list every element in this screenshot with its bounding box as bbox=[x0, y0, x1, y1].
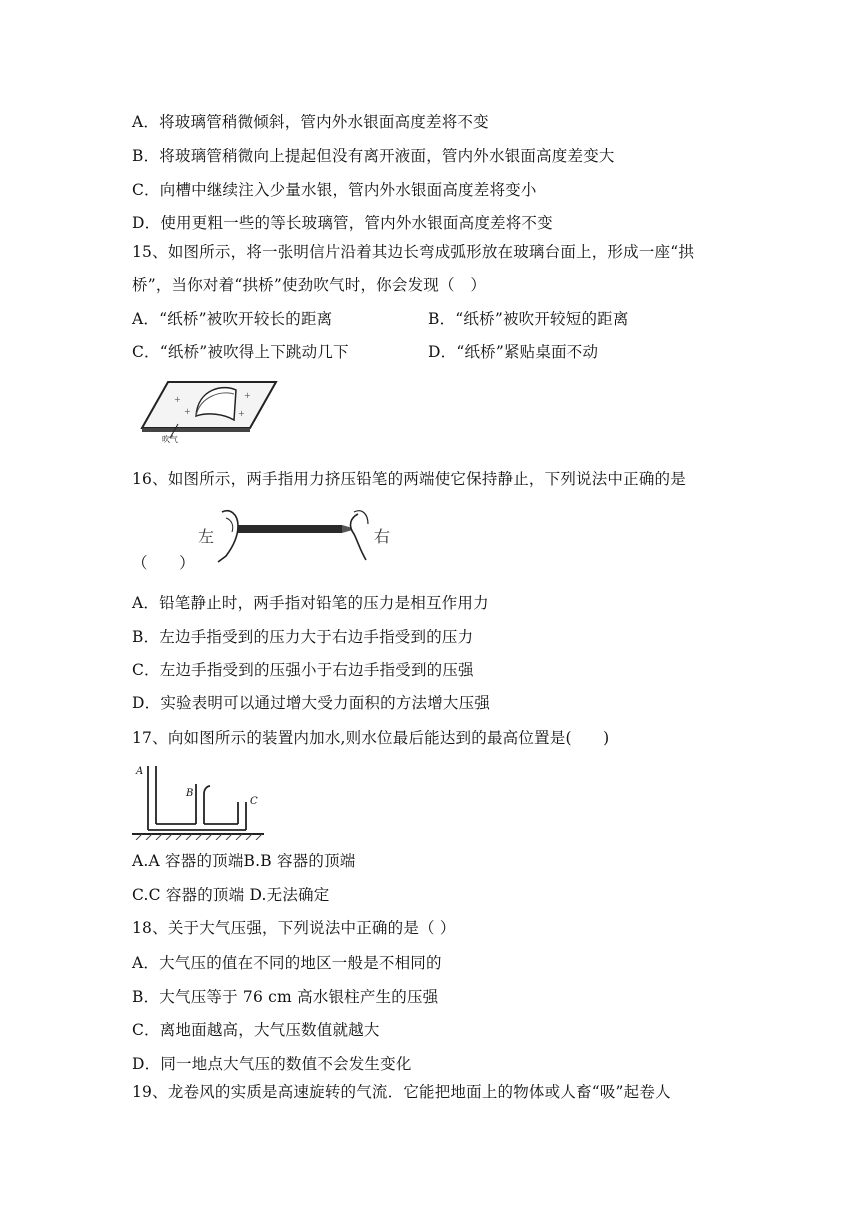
q18-option-c: C．离地面越高，大气压数值就越大 bbox=[132, 1021, 380, 1039]
label-a: A bbox=[136, 766, 144, 777]
left-label: 左 bbox=[198, 527, 215, 546]
q14-option-b: B．将玻璃管稍微向上提起但没有离开液面，管内外水银面高度差变大 bbox=[132, 147, 615, 165]
q17-options-line2: C.C 容器的顶端 D.无法确定 bbox=[132, 886, 330, 904]
svg-text:+: + bbox=[244, 391, 251, 400]
q15-option-d: D．“纸桥”紧贴桌面不动 bbox=[428, 343, 599, 361]
q16-option-c: C．左边手指受到的压强小于右边手指受到的压强 bbox=[132, 661, 474, 679]
connected-vessels-figure bbox=[130, 760, 266, 840]
svg-text:+: + bbox=[238, 409, 245, 418]
q16-option-a: A．铅笔静止时，两手指对铅笔的压力是相互作用力 bbox=[132, 594, 489, 612]
q18-option-a: A．大气压的值在不同的地区一般是不相同的 bbox=[132, 954, 442, 972]
paper-bridge-figure bbox=[138, 376, 278, 448]
q15-option-c: C．“纸桥”被吹得上下跳动几下 bbox=[132, 343, 349, 361]
q17-stem: 17、向如图所示的装置内加水,则水位最后能达到的最高位置是( ) bbox=[132, 729, 610, 747]
q17-options-line1: A.A 容器的顶端B.B 容器的顶端 bbox=[132, 852, 356, 870]
q19-stem: 19、龙卷风的实质是高速旋转的气流．它能把地面上的物体或人畜“吸”起卷人 bbox=[132, 1083, 671, 1101]
svg-text:+: + bbox=[184, 407, 191, 416]
q15-stem-line2: 桥”，当你对着“拱桥”使劲吹气时，你会发现（ ） bbox=[132, 276, 487, 294]
right-label: 右 bbox=[374, 527, 391, 546]
q18-stem: 18、关于大气压强，下列说法中正确的是（ ） bbox=[132, 919, 456, 937]
q16-paren: （ ） bbox=[132, 554, 195, 572]
svg-text:+: + bbox=[174, 395, 181, 404]
q18-option-d: D．同一地点大气压的数值不会发生变化 bbox=[132, 1055, 412, 1073]
pencil-fingers-figure bbox=[196, 504, 396, 564]
q16-option-b: B．左边手指受到的压力大于右边手指受到的压力 bbox=[132, 628, 474, 646]
blow-label: 吹气 bbox=[162, 435, 178, 444]
q16-stem: 16、如图所示，两手指用力挤压铅笔的两端使它保持静止，下列说法中正确的是 bbox=[132, 470, 686, 488]
label-b: B bbox=[186, 788, 194, 799]
q14-option-c: C．向槽中继续注入少量水银，管内外水银面高度差将变小 bbox=[132, 181, 537, 199]
q14-option-d: D．使用更粗一些的等长玻璃管，管内外水银面高度差将不变 bbox=[132, 214, 553, 232]
label-c: C bbox=[250, 796, 258, 807]
q16-option-d: D．实验表明可以通过增大受力面积的方法增大压强 bbox=[132, 694, 491, 712]
q14-option-a: A．将玻璃管稍微倾斜，管内外水银面高度差将不变 bbox=[132, 113, 489, 131]
q18-option-b: B．大气压等于 76 cm 高水银柱产生的压强 bbox=[132, 988, 439, 1006]
q15-option-a: A．“纸桥”被吹开较长的距离 bbox=[132, 310, 333, 328]
q15-option-b: B．“纸桥”被吹开较短的距离 bbox=[428, 310, 629, 328]
q15-stem-line1: 15、如图所示，将一张明信片沿着其边长弯成弧形放在玻璃台面上，形成一座“拱 bbox=[132, 243, 695, 261]
